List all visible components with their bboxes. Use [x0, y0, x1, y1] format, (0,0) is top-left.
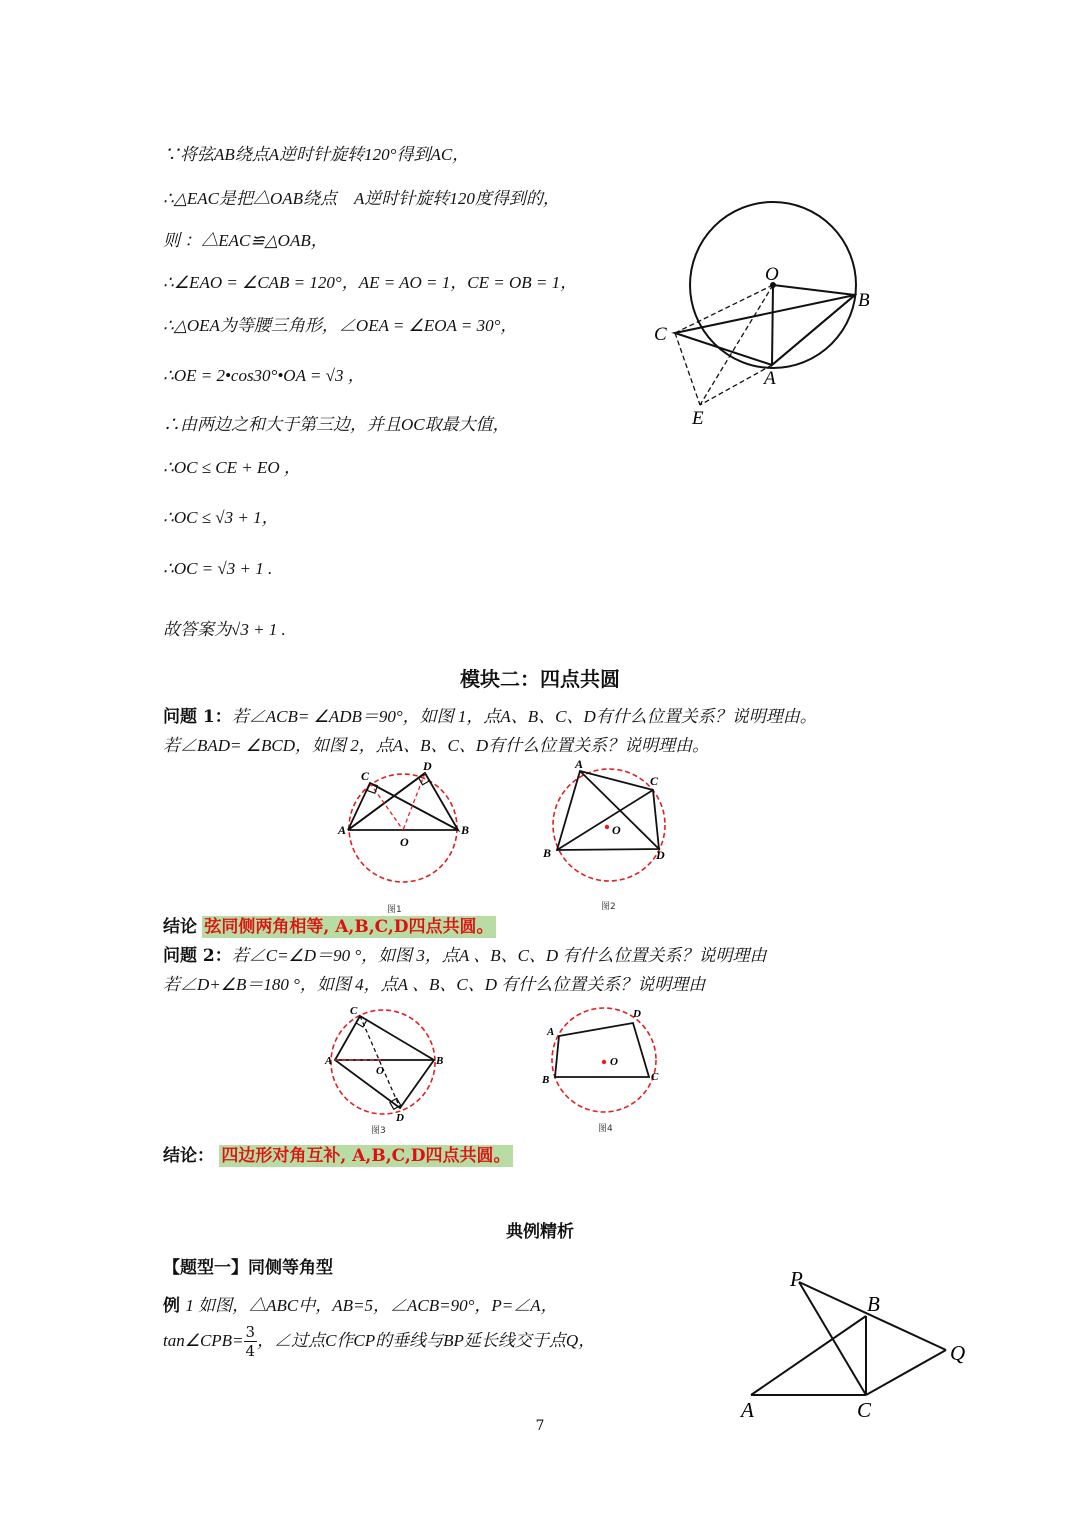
- svg-text:A: A: [338, 823, 347, 837]
- page-number: 7: [535, 1418, 545, 1434]
- label-q: Q: [950, 1341, 966, 1365]
- label-a: A: [764, 368, 776, 389]
- example-1-text: 1 如图，△ABC中，AB=5，∠ACB=90°，P=∠A，: [185, 1296, 558, 1315]
- dashed-circle-3: [331, 1010, 435, 1114]
- proof-line-1: ∵将弦AB绕点A逆时针旋转120°得到AC，: [163, 145, 470, 164]
- conclusion-2-text: 四边形对角互补, A,B,C,D四点共圆。: [221, 1146, 511, 1166]
- fraction-numerator: 3: [245, 1323, 256, 1341]
- example-1-tan: tan∠CPB=: [163, 1331, 244, 1350]
- question-2-line-2: 若∠D+∠B＝180 °，如图 4，点A 、B、C、D 有什么位置关系？说明理由: [163, 975, 706, 994]
- question-2-label: 问题 2：: [163, 946, 232, 966]
- proof-answer: 故答案为√3 + 1 .: [163, 620, 286, 639]
- conclusion-1: [163, 912, 496, 937]
- type-1-heading: 【题型一】同侧等角型: [163, 1258, 333, 1278]
- figure-1: [330, 758, 480, 898]
- proof-line-5: ∴△OEA为等腰三角形，∠OEA = ∠EOA = 30°，: [163, 316, 518, 335]
- svg-text:B: B: [542, 1074, 550, 1086]
- rotation-figure: [645, 200, 885, 440]
- example-1-rest: ，∠过点C作CP的垂线与BP延长线交于点Q，: [257, 1331, 596, 1350]
- example-figure: [735, 1262, 980, 1427]
- figure-2-caption: 图2: [601, 902, 616, 912]
- examples-title: 典例精析: [506, 1222, 574, 1242]
- label-b: B: [858, 290, 870, 311]
- conclusion-1-label: 结论: [163, 917, 197, 937]
- svg-text:A: A: [575, 757, 584, 771]
- question-2-text: 若∠C=∠D＝90 °，如图 3，点A 、B、C、D 有什么位置关系？说明理由: [231, 946, 767, 965]
- svg-text:O: O: [612, 823, 621, 837]
- proof-line-3: 则 ：△EAC≌△OAB，: [163, 231, 328, 250]
- svg-text:B: B: [543, 846, 552, 860]
- conclusion-2-label: 结论：: [163, 1146, 214, 1166]
- figure-1-caption: 图1: [387, 905, 402, 915]
- svg-text:O: O: [400, 835, 409, 849]
- figure-3-caption: 图3: [371, 1126, 386, 1136]
- proof-line-6: ∴OE = 2•cos30°•OA = √3 ，: [163, 366, 365, 385]
- proof-line-9: ∴OC ≤ √3 + 1，: [163, 508, 279, 527]
- question-1-line-2: 若∠BAD= ∠BCD，如图 2，点A、B、C、D有什么位置关系？说明理由。: [163, 736, 710, 755]
- example-1-line-1: [163, 1291, 558, 1316]
- label-c: C: [654, 324, 667, 345]
- svg-text:D: D: [396, 1112, 404, 1124]
- label-e: E: [692, 408, 704, 429]
- proof-line-10: ∴OC = √3 + 1 .: [163, 559, 273, 578]
- svg-text:C: C: [651, 1071, 659, 1083]
- label-p: P: [790, 1267, 803, 1291]
- figure-3: [320, 1000, 460, 1125]
- example-1-line-2: [163, 1323, 595, 1360]
- svg-text:D: D: [633, 1008, 641, 1020]
- svg-text:C: C: [350, 1005, 358, 1017]
- svg-text:D: D: [423, 759, 432, 773]
- line-ae: [700, 365, 772, 405]
- label-c2: C: [857, 1398, 872, 1422]
- conclusion-2: [163, 1141, 513, 1166]
- module2-title: 模块二：四点共圆: [460, 667, 620, 691]
- triangle-cab: [675, 295, 855, 365]
- label-o: O: [765, 264, 779, 285]
- proof-line-8: ∴OC ≤ CE + EO ，: [163, 458, 301, 477]
- svg-text:A: A: [547, 1026, 555, 1038]
- svg-text:A: A: [325, 1055, 333, 1067]
- example-label: 例: [163, 1296, 180, 1316]
- line-ce: [675, 333, 700, 405]
- fraction-denominator: 4: [245, 1342, 256, 1360]
- question-1-label: 问题 1：: [163, 707, 232, 727]
- conclusion-1-text: 弦同侧两角相等, A,B,C,D四点共圆。: [204, 917, 494, 937]
- proof-line-7: ∴由两边之和大于第三边，并且OC取最大值，: [163, 415, 510, 434]
- question-2: [163, 941, 766, 966]
- label-b2: B: [867, 1292, 880, 1316]
- figure-2: [535, 755, 685, 895]
- svg-text:D: D: [656, 848, 665, 862]
- svg-text:O: O: [610, 1056, 618, 1068]
- svg-text:B: B: [461, 823, 470, 837]
- question-1: [163, 702, 817, 727]
- svg-text:C: C: [650, 774, 659, 788]
- svg-text:B: B: [436, 1055, 444, 1067]
- figure-4-caption: 图4: [598, 1124, 613, 1134]
- label-a2: A: [741, 1398, 754, 1422]
- question-1-text: 若∠ACB= ∠ADB＝90°，如图 1，点A、B、C、D有什么位置关系？说明理由。: [231, 707, 817, 726]
- svg-text:C: C: [361, 769, 370, 783]
- proof-line-4: ∴∠EAO = ∠CAB = 120°，AE = AO = 1，CE = OB = 1，: [163, 273, 578, 292]
- svg-text:O: O: [376, 1065, 384, 1077]
- proof-line-2: ∴△EAC是把△OAB绕点 A逆时针旋转120度得到的，: [163, 189, 560, 208]
- figure-4: [538, 1003, 678, 1123]
- dashed-circle-2: [553, 769, 665, 881]
- fraction-3-4: [244, 1323, 258, 1360]
